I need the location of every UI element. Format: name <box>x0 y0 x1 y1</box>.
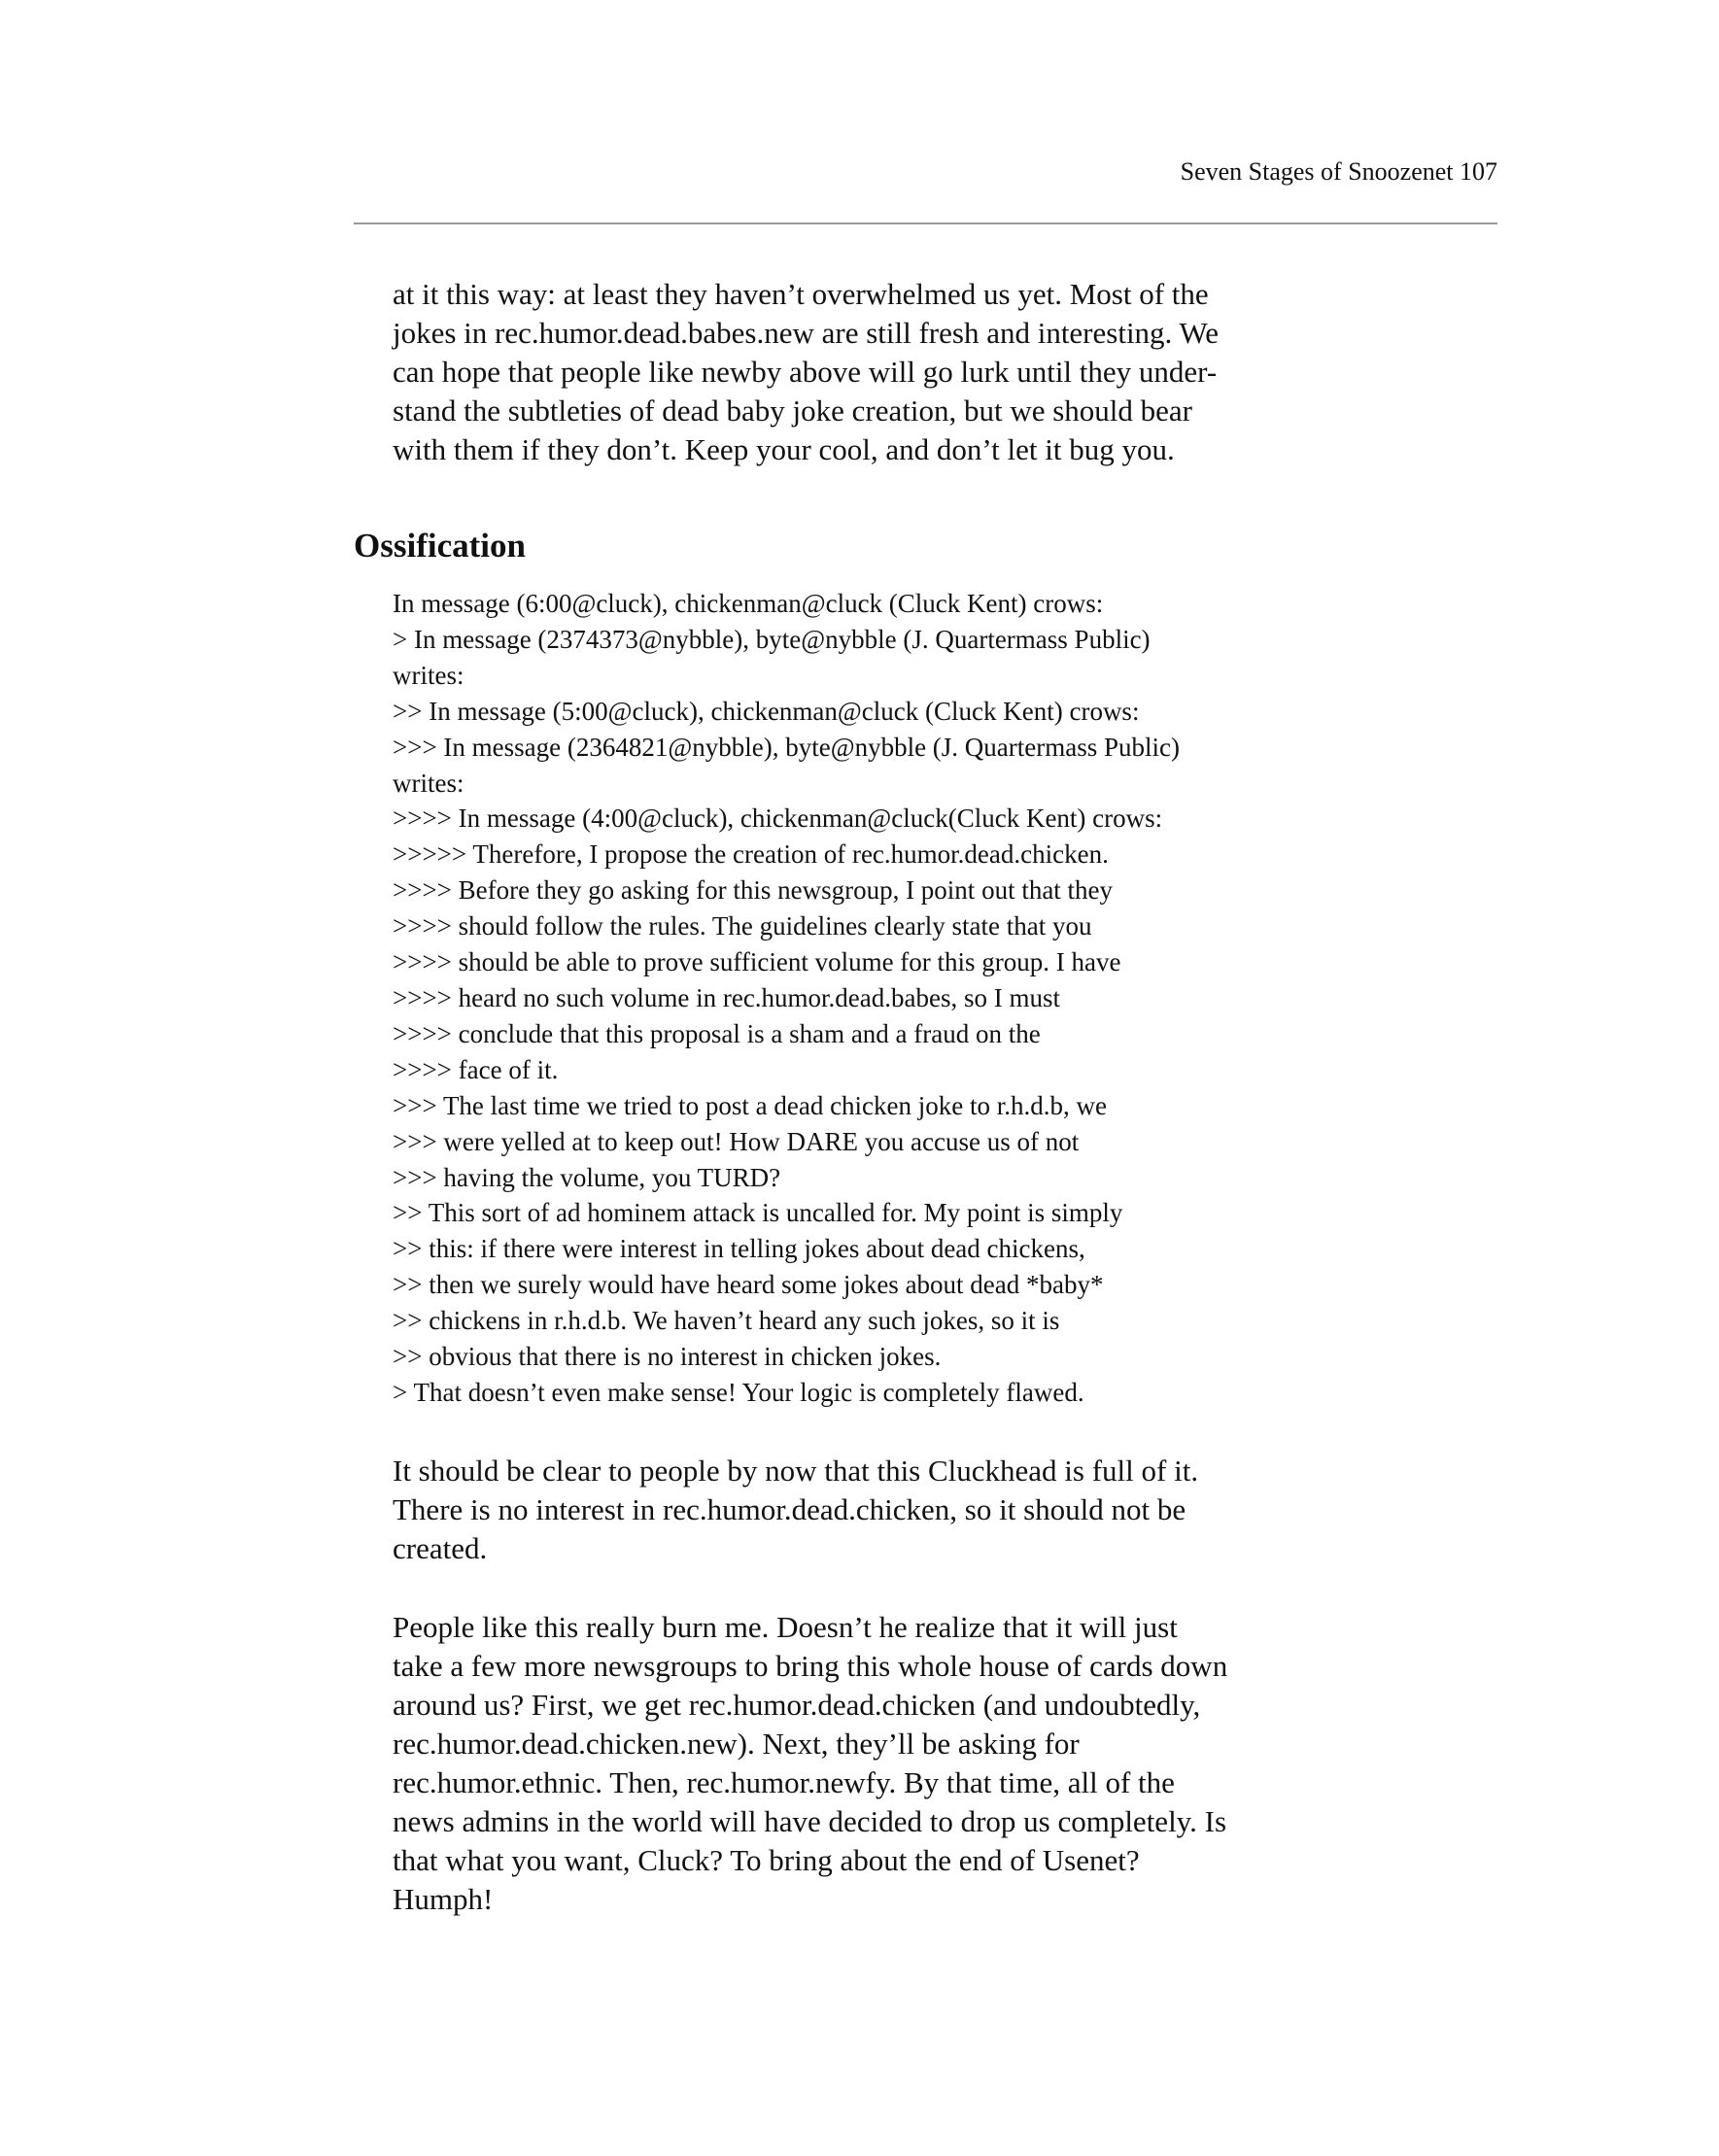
quote-line: >> In message (5:00@cluck), chickenman@cluck (Cluck Kent) crows: <box>393 696 1140 726</box>
reply-line: that what you want, Cluck? To bring about the end of Usenet? <box>393 1843 1140 1877</box>
intro-line: with them if they don’t. Keep your cool, and don’t let it bug you. <box>393 432 1175 466</box>
intro-paragraph <box>393 275 1219 469</box>
quote-line: >>>> heard no such volume in rec.humor.dead.babes, so I must <box>393 982 1061 1012</box>
quote-line: >> chickens in r.h.d.b. We haven’t heard any such jokes, so it is <box>393 1306 1060 1336</box>
intro-line: jokes in rec.humor.dead.babes.new are still fresh and interesting. We <box>393 316 1220 350</box>
section-heading: Ossification <box>354 527 526 565</box>
quote-line: > That doesn’t even make sense! Your logic is completely flawed. <box>393 1377 1084 1407</box>
reply-line: news admins in the world will have decided to drop us completely. Is <box>393 1804 1227 1838</box>
reply-line: Humph! <box>393 1882 494 1916</box>
quote-line: > In message (2374373@nybble), byte@nybble (J. Quartermass Public) <box>393 624 1151 654</box>
running-head: Seven Stages of Snoozenet 107 <box>1180 157 1497 186</box>
intro-line: stand the subtleties of dead baby joke creation, but we should bear <box>393 394 1192 428</box>
quote-line: >>> were yelled at to keep out! How DARE you accuse us of not <box>393 1126 1080 1156</box>
quote-line: >>> The last time we tried to post a dead chicken joke to r.h.d.b, we <box>393 1090 1107 1120</box>
quote-line: >>>>> Therefore, I propose the creation of rec.humor.dead.chicken. <box>393 839 1109 870</box>
reply-line: around us? First, we get rec.humor.dead.chicken (and undoubtedly, <box>393 1688 1201 1722</box>
reply-line: People like this really burn me. Doesn’t he realize that it will just <box>393 1610 1178 1644</box>
header-rule <box>354 222 1497 224</box>
quoted-message <box>393 586 1180 1411</box>
reply-line: rec.humor.ethnic. Then, rec.humor.newfy. By that time, all of the <box>393 1765 1175 1799</box>
quote-line: >>>> should be able to prove sufficient volume for this group. I have <box>393 947 1121 977</box>
quote-line: >> then we surely would have heard some jokes about dead *baby* <box>393 1270 1104 1300</box>
intro-line: can hope that people like newby above will go lurk until they under- <box>393 355 1218 389</box>
quote-line: >> this: if there were interest in telling jokes about dead chickens, <box>393 1234 1085 1264</box>
reply-line: created. <box>393 1531 488 1565</box>
quote-line: >>>> conclude that this proposal is a sham and a fraud on the <box>393 1018 1041 1048</box>
quote-line: >> obvious that there is no interest in chicken jokes. <box>393 1342 942 1372</box>
intro-line: at it this way: at least they haven’t overwhelmed us yet. Most of the <box>393 277 1209 311</box>
reply-line: take a few more newsgroups to bring this whole house of cards down <box>393 1649 1228 1683</box>
reply-line: There is no interest in rec.humor.dead.chicken, so it should not be <box>393 1492 1186 1526</box>
quote-line: writes: <box>393 768 464 798</box>
quote-line: writes: <box>393 660 464 690</box>
quote-line: >> This sort of ad hominem attack is uncalled for. My point is simply <box>393 1198 1123 1228</box>
quote-line: >>> having the volume, you TURD? <box>393 1162 781 1192</box>
reply-line: It should be clear to people by now that this Cluckhead is full of it. <box>393 1454 1199 1488</box>
reply-paragraph-1 <box>393 1452 1198 1568</box>
reply-paragraph-2 <box>393 1608 1227 1919</box>
quote-line: In message (6:00@cluck), chickenman@cluck (Cluck Kent) crows: <box>393 589 1104 618</box>
quote-line: >>>> face of it. <box>393 1054 559 1084</box>
quote-line: >>>> Before they go asking for this newsgroup, I point out that they <box>393 875 1114 906</box>
reply-line: rec.humor.dead.chicken.new). Next, they’ll be asking for <box>393 1727 1080 1761</box>
quote-line: >>>> should follow the rules. The guidelines clearly state that you <box>393 911 1092 941</box>
quote-line: >>>> In message (4:00@cluck), chickenman@cluck(Cluck Kent) crows: <box>393 804 1163 834</box>
quote-line: >>> In message (2364821@nybble), byte@nybble (J. Quartermass Public) <box>393 732 1180 762</box>
